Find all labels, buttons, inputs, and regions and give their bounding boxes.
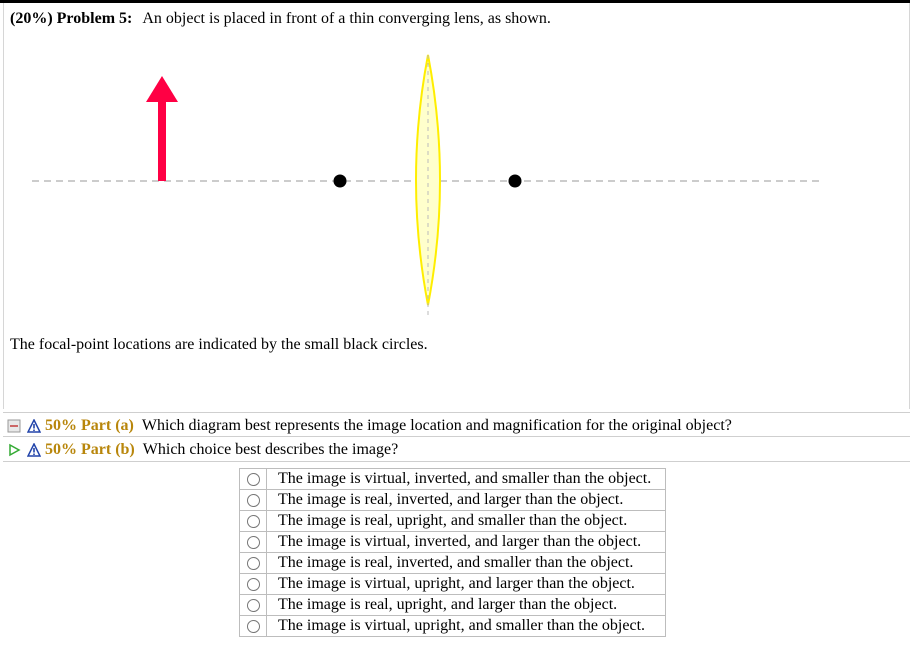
object-arrow [146,76,178,181]
radio-button[interactable] [247,599,260,612]
choice-text[interactable]: The image is virtual, inverted, and smaller than the object. [267,469,666,490]
radio-button[interactable] [247,473,260,486]
part-b-percent: 50% Part (b) [45,441,135,458]
choice-row[interactable] [240,595,666,616]
choice-text[interactable]: The image is real, inverted, and larger than the object. [267,490,666,511]
choice-row[interactable] [240,490,666,511]
radio-button[interactable] [247,578,260,591]
part-b-row[interactable] [3,437,910,462]
warning-icon [27,443,41,457]
choice-text[interactable]: The image is virtual, inverted, and larger than the object. [267,532,666,553]
expand-arrow-icon[interactable] [7,443,21,457]
focal-point-left [334,175,347,188]
converging-lens [416,55,440,305]
radio-button[interactable] [247,620,260,633]
choice-text[interactable]: The image is real, inverted, and smaller than the object. [267,553,666,574]
choice-text[interactable]: The image is virtual, upright, and smaller than the object. [267,616,666,637]
choice-text[interactable]: The image is real, upright, and larger than the object. [267,595,666,616]
choice-row[interactable] [240,532,666,553]
part-a-question: Which diagram best represents the image location and magnification for the original object? [141,417,732,434]
choice-row[interactable] [240,574,666,595]
choice-text[interactable]: The image is real, upright, and smaller than the object. [267,511,666,532]
problem-weight: (20%) [10,10,53,27]
part-a-row[interactable] [3,412,910,437]
problem-label: Problem 5: [56,10,133,27]
choice-text[interactable]: The image is virtual, upright, and larger than the object. [267,574,666,595]
problem-prompt: An object is placed in front of a thin converging lens, as shown. [142,10,551,27]
focal-point-right [509,175,522,188]
radio-button[interactable] [247,515,260,528]
collapse-icon[interactable] [7,419,21,433]
radio-button[interactable] [247,557,260,570]
answer-choices [239,468,666,637]
choice-row[interactable] [240,469,666,490]
part-b-question: Which choice best describes the image? [142,441,399,458]
part-a-percent: 50% Part (a) [45,417,134,434]
focal-point-note: The focal-point locations are indicated by the small black circles. [10,336,428,353]
choice-row[interactable] [240,553,666,574]
warning-icon [27,419,41,433]
radio-button[interactable] [247,536,260,549]
radio-button[interactable] [247,494,260,507]
choice-row[interactable] [240,616,666,637]
choice-row[interactable] [240,511,666,532]
